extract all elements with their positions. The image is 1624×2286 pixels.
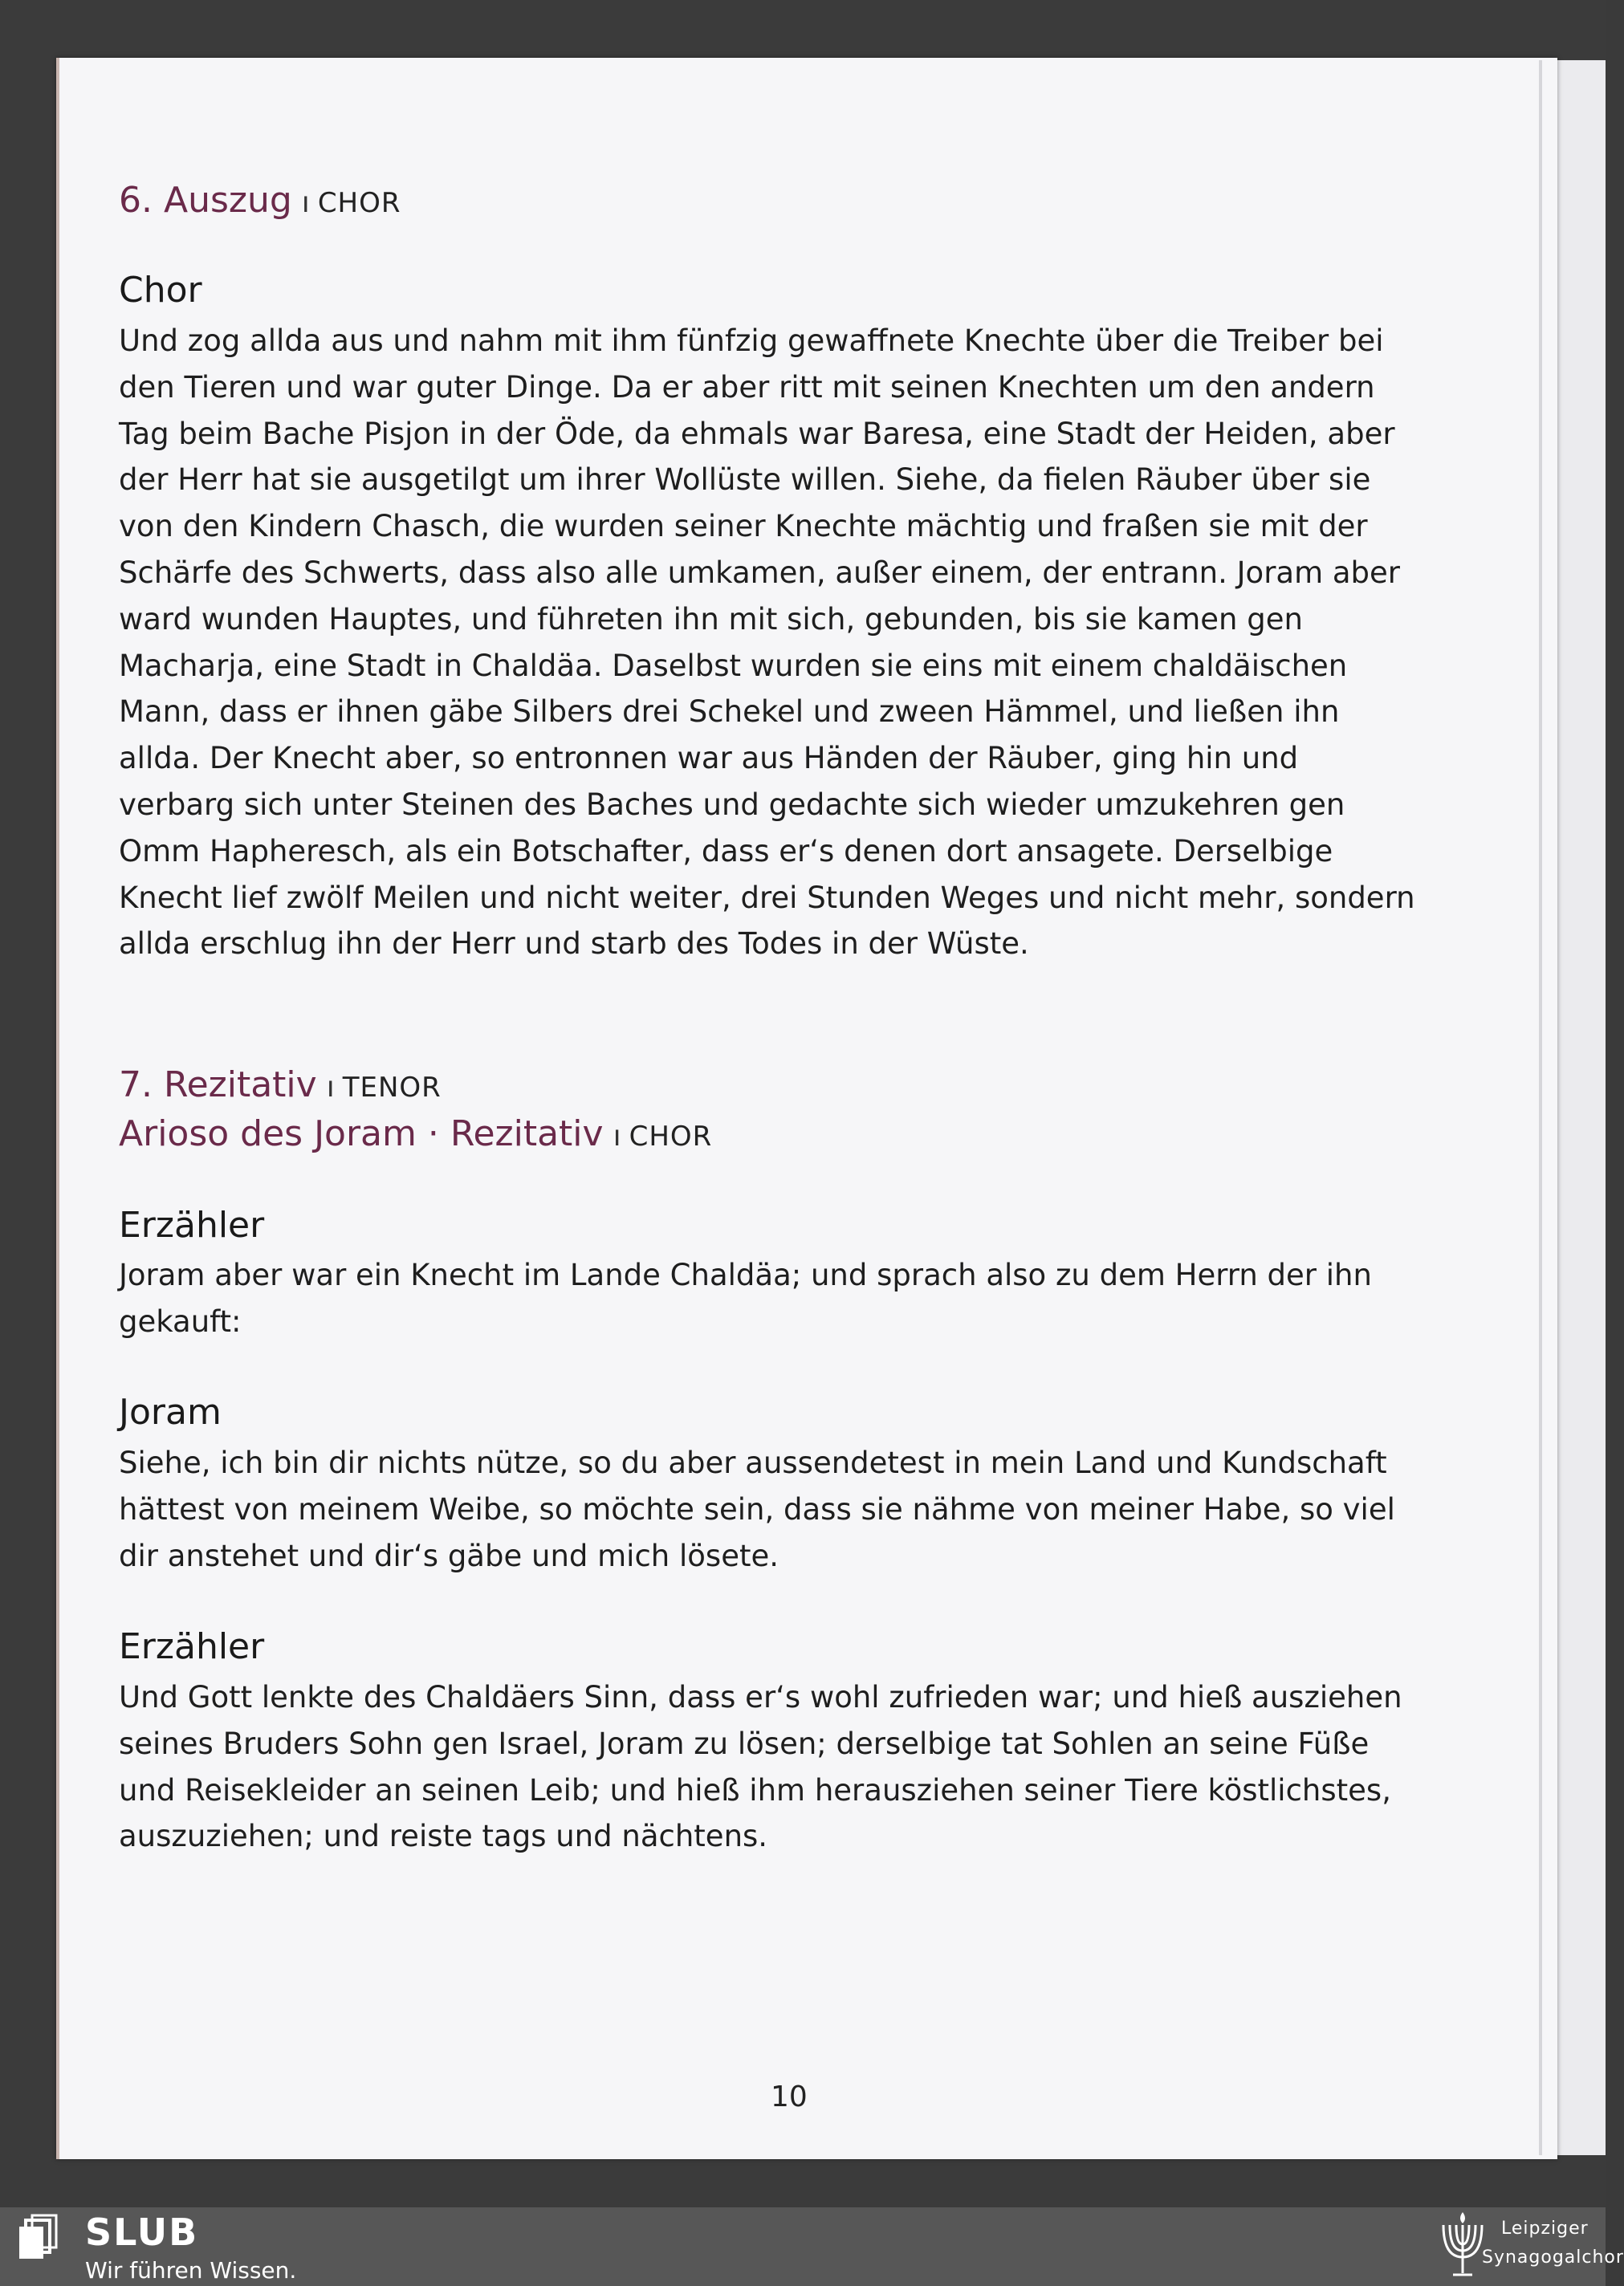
page-fold xyxy=(1539,60,1542,2155)
menorah-icon xyxy=(1437,2209,1488,2281)
section-7-subtitle: Arioso des Joram · Rezitativ xyxy=(119,1113,604,1154)
chor-paragraph: Und zog allda aus und nahm mit ihm fünfzig gewaffnete Knechte über die Treiber bei den Tieren und war guter Dinge. Da er aber ritt mit seinen Knechten um den andern Tag beim Bache Pisjon in der Öde, da ehmals war Baresa, eine Stadt der Heiden, aber der Herr hat sie ausgetilgt um ihrer Wollüste willen. Siehe, da fielen Räuber über sie von den Kindern Chasch, die wurden seiner Knechte mächtig und fraßen sie mit der Schärfe des Schwerts, dass also alle umkamen, außer einem, der entrann. Joram aber ward wunden Hauptes, und führeten ihn mit sich, gebunden, bis sie kamen gen Macharja, eine Stadt in Chaldäa. Daselbst wurden sie eins mit einem chaldäischen Mann, dass er ihnen gäbe Silbers drei Schekel und zween Hämmel, und ließen ihn allda. Der Knecht aber, so entronnen war aus Händen der Räuber, ging hin und verbarg sich unter Steinen des Baches und gedachte sich wieder umzukehren gen Omm Hapheresch, als ein Botschafter, dass er‘s denen dort ansagete. Derselbige Knecht lief zwölf Meilen und nicht weiter, drei Stunden Weges und nicht mehr, sondern allda erschlug ihn der Herr und starb des Todes in der Wüste. xyxy=(119,323,1415,962)
section-7-voice: TENOR xyxy=(342,1072,442,1104)
section-7-heading xyxy=(119,1061,442,1112)
section-6-separator: ı xyxy=(301,186,310,219)
section-7-sub-separator: ı xyxy=(613,1120,621,1153)
page-edge xyxy=(56,58,59,2159)
section-6-voice: CHOR xyxy=(317,187,401,219)
section-6-title: 6. Auszug xyxy=(119,180,292,221)
erzaehler-paragraph-1: Joram aber war ein Knecht im Lande Chaldäa; und sprach also zu dem Herrn der ihn gekauft: xyxy=(119,1258,1372,1339)
section-7-title: 7. Rezitativ xyxy=(119,1064,317,1105)
slub-slogan: Wir führen Wissen. xyxy=(85,2257,297,2284)
slub-book-icon xyxy=(16,2215,64,2264)
section-6-heading xyxy=(119,177,401,227)
section-7-separator: ı xyxy=(326,1071,335,1104)
section-7-subvoice: CHOR xyxy=(629,1121,713,1153)
partner-name-line2: Synagogalchor xyxy=(1482,2247,1624,2268)
page-number: 10 xyxy=(771,2081,808,2113)
slub-name: SLUB xyxy=(85,2211,199,2254)
speaker-erzaehler-1: Erzähler xyxy=(119,1205,265,1246)
speaker-joram: Joram xyxy=(119,1392,222,1433)
partner-name-line1: Leipziger xyxy=(1501,2219,1589,2239)
section-7-subheading xyxy=(119,1110,712,1161)
speaker-erzaehler-2: Erzähler xyxy=(119,1626,265,1667)
speaker-chor: Chor xyxy=(119,270,202,311)
erzaehler-paragraph-2: Und Gott lenkte des Chaldäers Sinn, dass er‘s wohl zufrieden war; und hieß ausziehen seines Bruders Sohn gen Israel, Joram zu lösen; derselbige tat Sohlen an seine Füße und Reisekleider an seinen Leib; und hieß ihm herausziehen seiner Tiere köstlichstes, auszuziehen; und reiste tags und nächtens. xyxy=(119,1680,1402,1854)
joram-paragraph: Siehe, ich bin dir nichts nütze, so du aber aussendetest in mein Land und Kundschaft hättest von meinem Weibe, so möchte sein, dass sie nähme von meiner Habe, so viel dir anstehet und dir‘s gäbe und mich lösete. xyxy=(119,1446,1395,1573)
